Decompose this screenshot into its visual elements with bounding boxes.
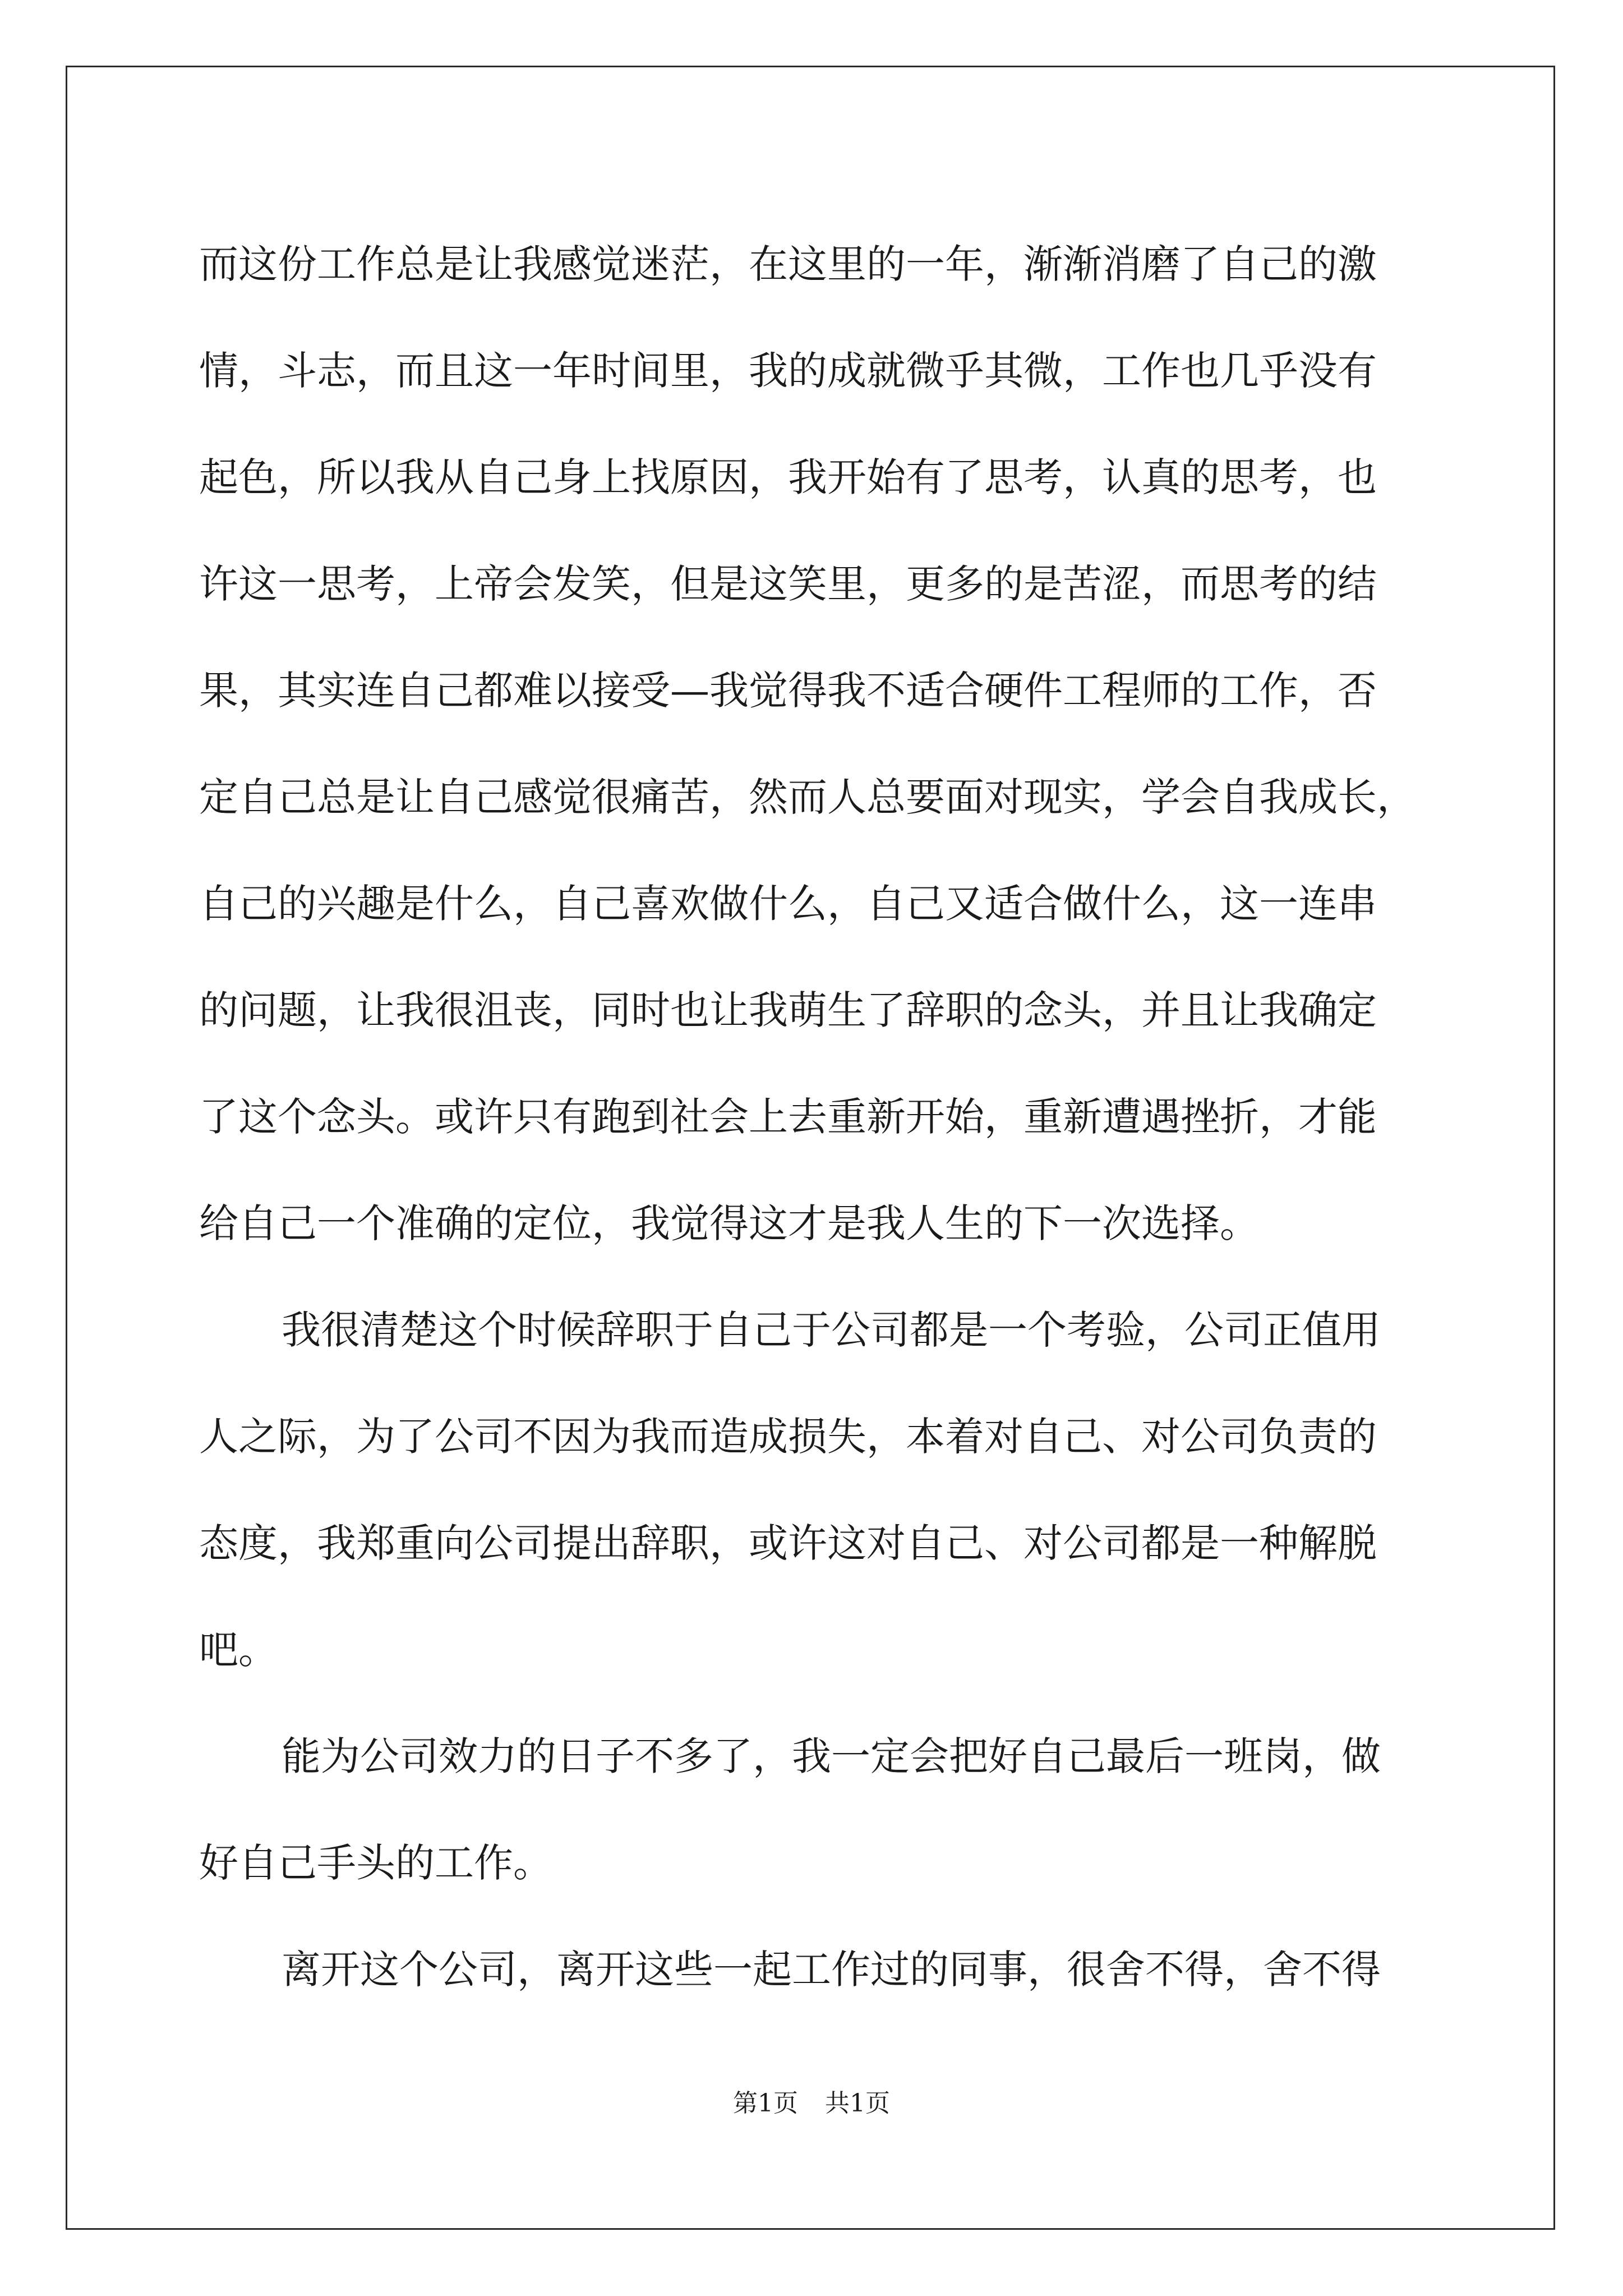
text-line: 我很清楚这个时候辞职于自己于公司都是一个考验，公司正值用: [282, 1307, 1381, 1353]
paragraph: [199, 1916, 1433, 2023]
text-line: 果，其实连自己都难以接受—我觉得我不适合硬件工程师的工作，否: [199, 668, 1377, 714]
paragraph: [199, 1703, 1433, 1916]
text-line: 自己的兴趣是什么，自己喜欢做什么，自己又适合做什么，这一连串: [199, 881, 1377, 927]
text-line: 许这一思考，上帝会发笑，但是这笑里，更多的是苦涩，而思考的结: [199, 561, 1377, 607]
text-line: 态度，我郑重向公司提出辞职，或许这对自己、对公司都是一种解脱: [199, 1520, 1377, 1566]
text-line: 情，斗志，而且这一年时间里，我的成就微乎其微，工作也几乎没有: [199, 348, 1377, 394]
text-line: 的问题，让我很沮丧，同时也让我萌生了辞职的念头，并且让我确定: [199, 987, 1377, 1033]
text-line: 了这个念头。或许只有跑到社会上去重新开始，重新遭遇挫折，才能: [199, 1094, 1377, 1140]
text-line: 吧。: [199, 1627, 278, 1673]
page-total: 共1页: [825, 2089, 890, 2118]
text-line: 人之际，为了公司不因为我而造成损失，本着对自己、对公司负责的: [199, 1414, 1377, 1460]
page-footer: [0, 2087, 1623, 2120]
paragraph: [199, 1277, 1433, 1703]
text-line: 离开这个公司，离开这些一起工作过的同事，很舍不得，舍不得: [282, 1947, 1381, 1993]
text-line: 给自己一个准确的定位，我觉得这才是我人生的下一次选择。: [199, 1200, 1259, 1246]
text-line: 定自己总是让自己感觉很痛苦，然而人总要面对现实，学会自我成长，: [199, 774, 1416, 820]
document-body: [199, 211, 1433, 2023]
text-line: 好自己手头的工作。: [199, 1840, 552, 1886]
text-line: 能为公司效力的日子不多了，我一定会把好自己最后一班岗，做: [282, 1733, 1381, 1779]
text-line: 而这份工作总是让我感觉迷茫，在这里的一年，渐渐消磨了自己的激: [199, 241, 1377, 287]
page-number: 第1页: [733, 2089, 798, 2118]
paragraph: [199, 211, 1433, 1277]
text-line: 起色，所以我从自己身上找原因，我开始有了思考，认真的思考，也: [199, 454, 1377, 500]
